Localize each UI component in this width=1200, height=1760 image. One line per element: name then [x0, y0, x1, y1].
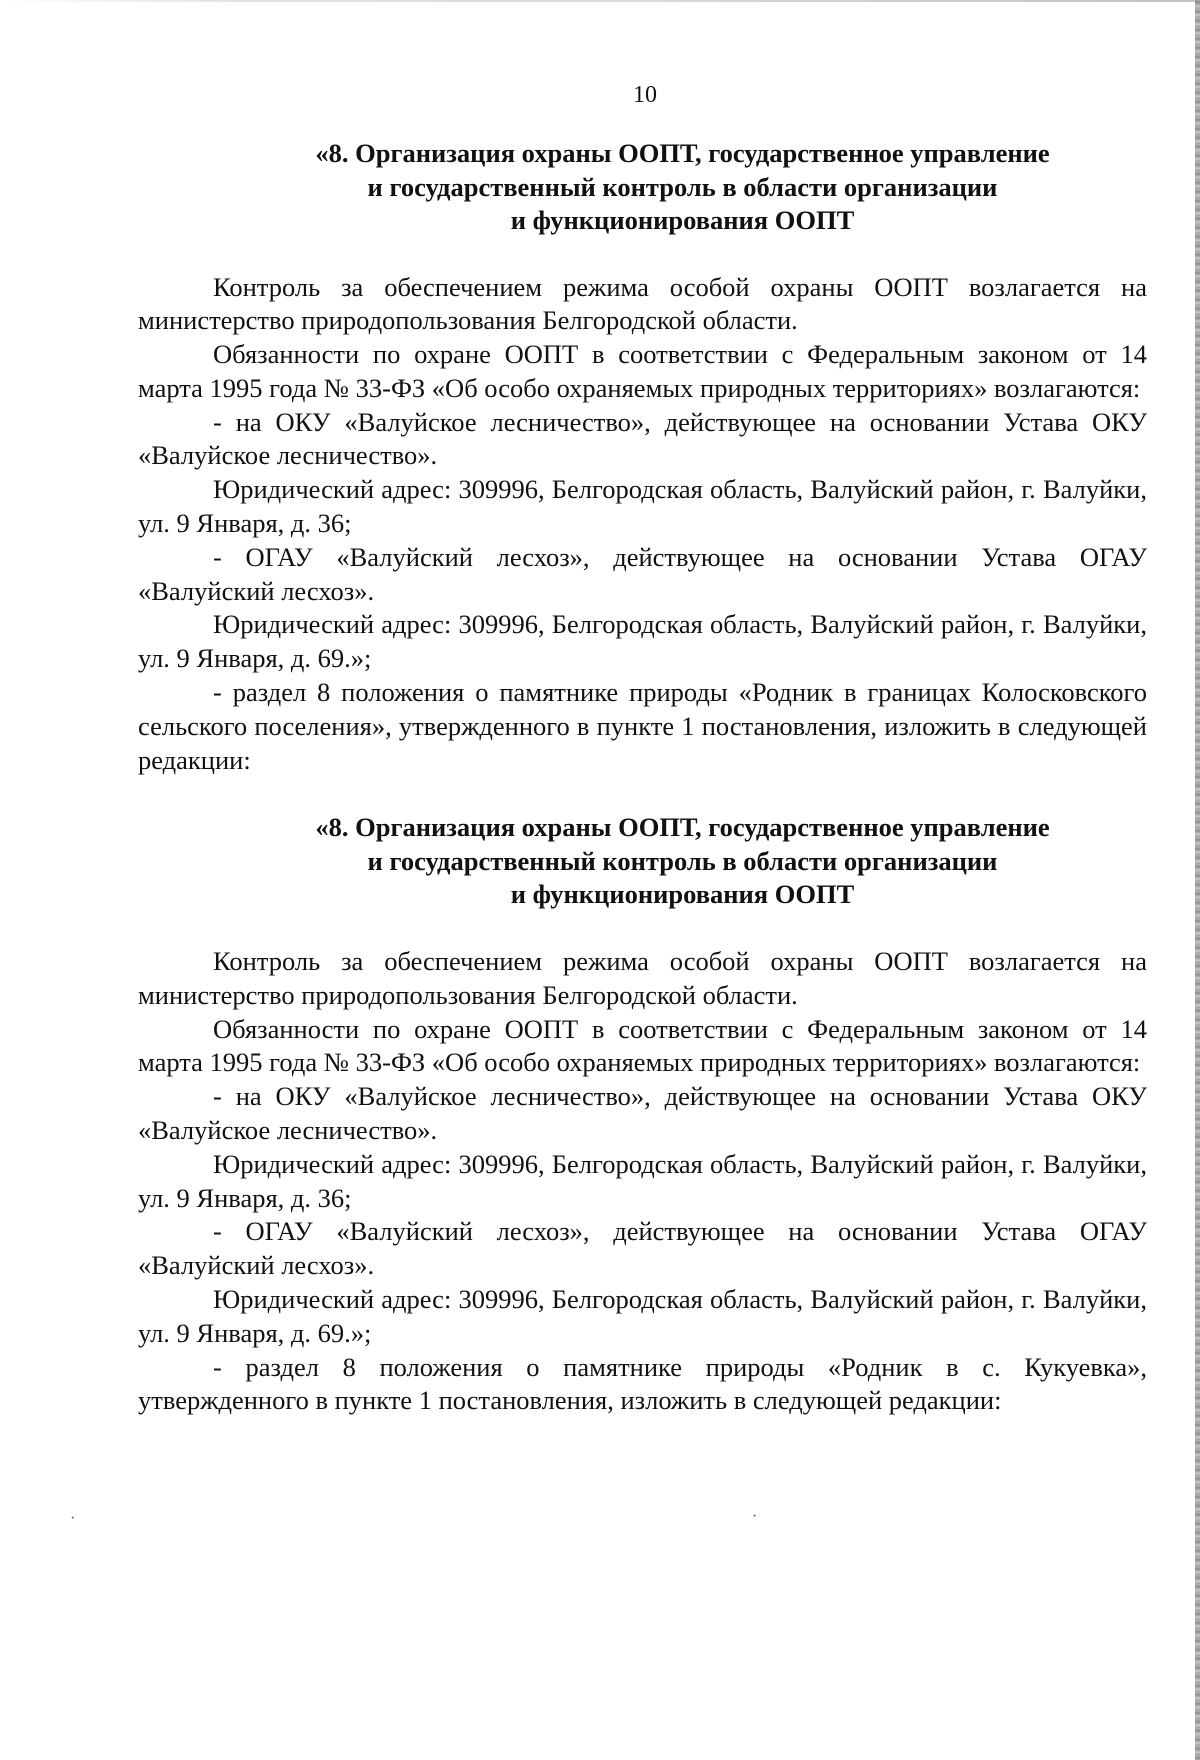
- scan-edge-right: [1195, 0, 1200, 1760]
- section-heading: [138, 811, 1147, 912]
- paragraph: Юридический адрес: 309996, Белгородская область, Валуйский район, г. Валуйки, ул. 9 Января, д. 69.»;: [138, 609, 1147, 674]
- scan-edge-top: [0, 0, 1200, 2]
- scan-speck: ·: [752, 1508, 758, 1525]
- paragraph: Обязанности по охране ООПТ в соответствии с Федеральным законом от 14 марта 1995 года № 33-ФЗ «Об особо охраняемых природных территориях» возлагаются:: [138, 339, 1147, 403]
- section-heading: [138, 137, 1147, 238]
- paragraph: Юридический адрес: 309996, Белгородская область, Валуйский район, г. Валуйки, ул. 9 Января, д. 36;: [138, 1148, 1147, 1213]
- paragraph: Юридический адрес: 309996, Белгородская область, Валуйский район, г. Валуйки, ул. 9 Января, д. 36;: [138, 474, 1147, 539]
- paragraph: Обязанности по охране ООПТ в соответствии с Федеральным законом от 14 марта 1995 года № 33-ФЗ «Об особо охраняемых природных территориях» возлагаются:: [138, 1013, 1147, 1078]
- paragraph: Контроль за обеспечением режима особой охраны ООПТ возлагается на министерство природопользования Белгородской области.: [138, 271, 1147, 336]
- section-heading-line: и государственный контроль в области организации: [367, 845, 998, 876]
- section-block-2: [138, 811, 1147, 1418]
- paragraph: Контроль за обеспечением режима особой охраны ООПТ возлагается на министерство природопользования Белгородской области.: [138, 945, 1147, 1010]
- paragraph: - на ОКУ «Валуйское лесничество», действующее на основании Устава ОКУ «Валуйское лесничество».: [138, 1081, 1147, 1145]
- paragraph: - на ОКУ «Валуйское лесничество», действующее на основании Устава ОКУ «Валуйское лесничество».: [138, 406, 1147, 471]
- page-number: 10: [633, 82, 657, 108]
- section-heading-line: и функционирования ООПТ: [510, 879, 855, 910]
- section-heading-line: «8. Организация охраны ООПТ, государственное управление: [315, 138, 1050, 168]
- paragraph: - ОГАУ «Валуйский лесхоз», действующее на основании Устава ОГАУ «Валуйский лесхоз».: [138, 541, 1147, 606]
- scan-speck: ·: [70, 1510, 76, 1527]
- document-body: [138, 137, 1147, 1418]
- paragraph: Юридический адрес: 309996, Белгородская область, Валуйский район, г. Валуйки, ул. 9 Января, д. 69.»;: [138, 1283, 1147, 1348]
- section-heading-line: «8. Организация охраны ООПТ, государственное управление: [315, 812, 1050, 843]
- paragraph: - раздел 8 положения о памятнике природы «Родник в границах Колосковского сельского поселения», утвержденного в пункте 1 постановления, изложить в следующей редакции:: [138, 677, 1147, 775]
- section-heading-line: и государственный контроль в области организации: [367, 171, 998, 202]
- section-heading-line: и функционирования ООПТ: [510, 205, 855, 235]
- paragraph: - раздел 8 положения о памятнике природы «Родник в с. Кукуевка», утвержденного в пункте 1 постановления, изложить в следующей редакции:: [138, 1351, 1147, 1416]
- section-block-1: [138, 137, 1147, 777]
- paragraph: - ОГАУ «Валуйский лесхоз», действующее на основании Устава ОГАУ «Валуйский лесхоз».: [138, 1216, 1147, 1281]
